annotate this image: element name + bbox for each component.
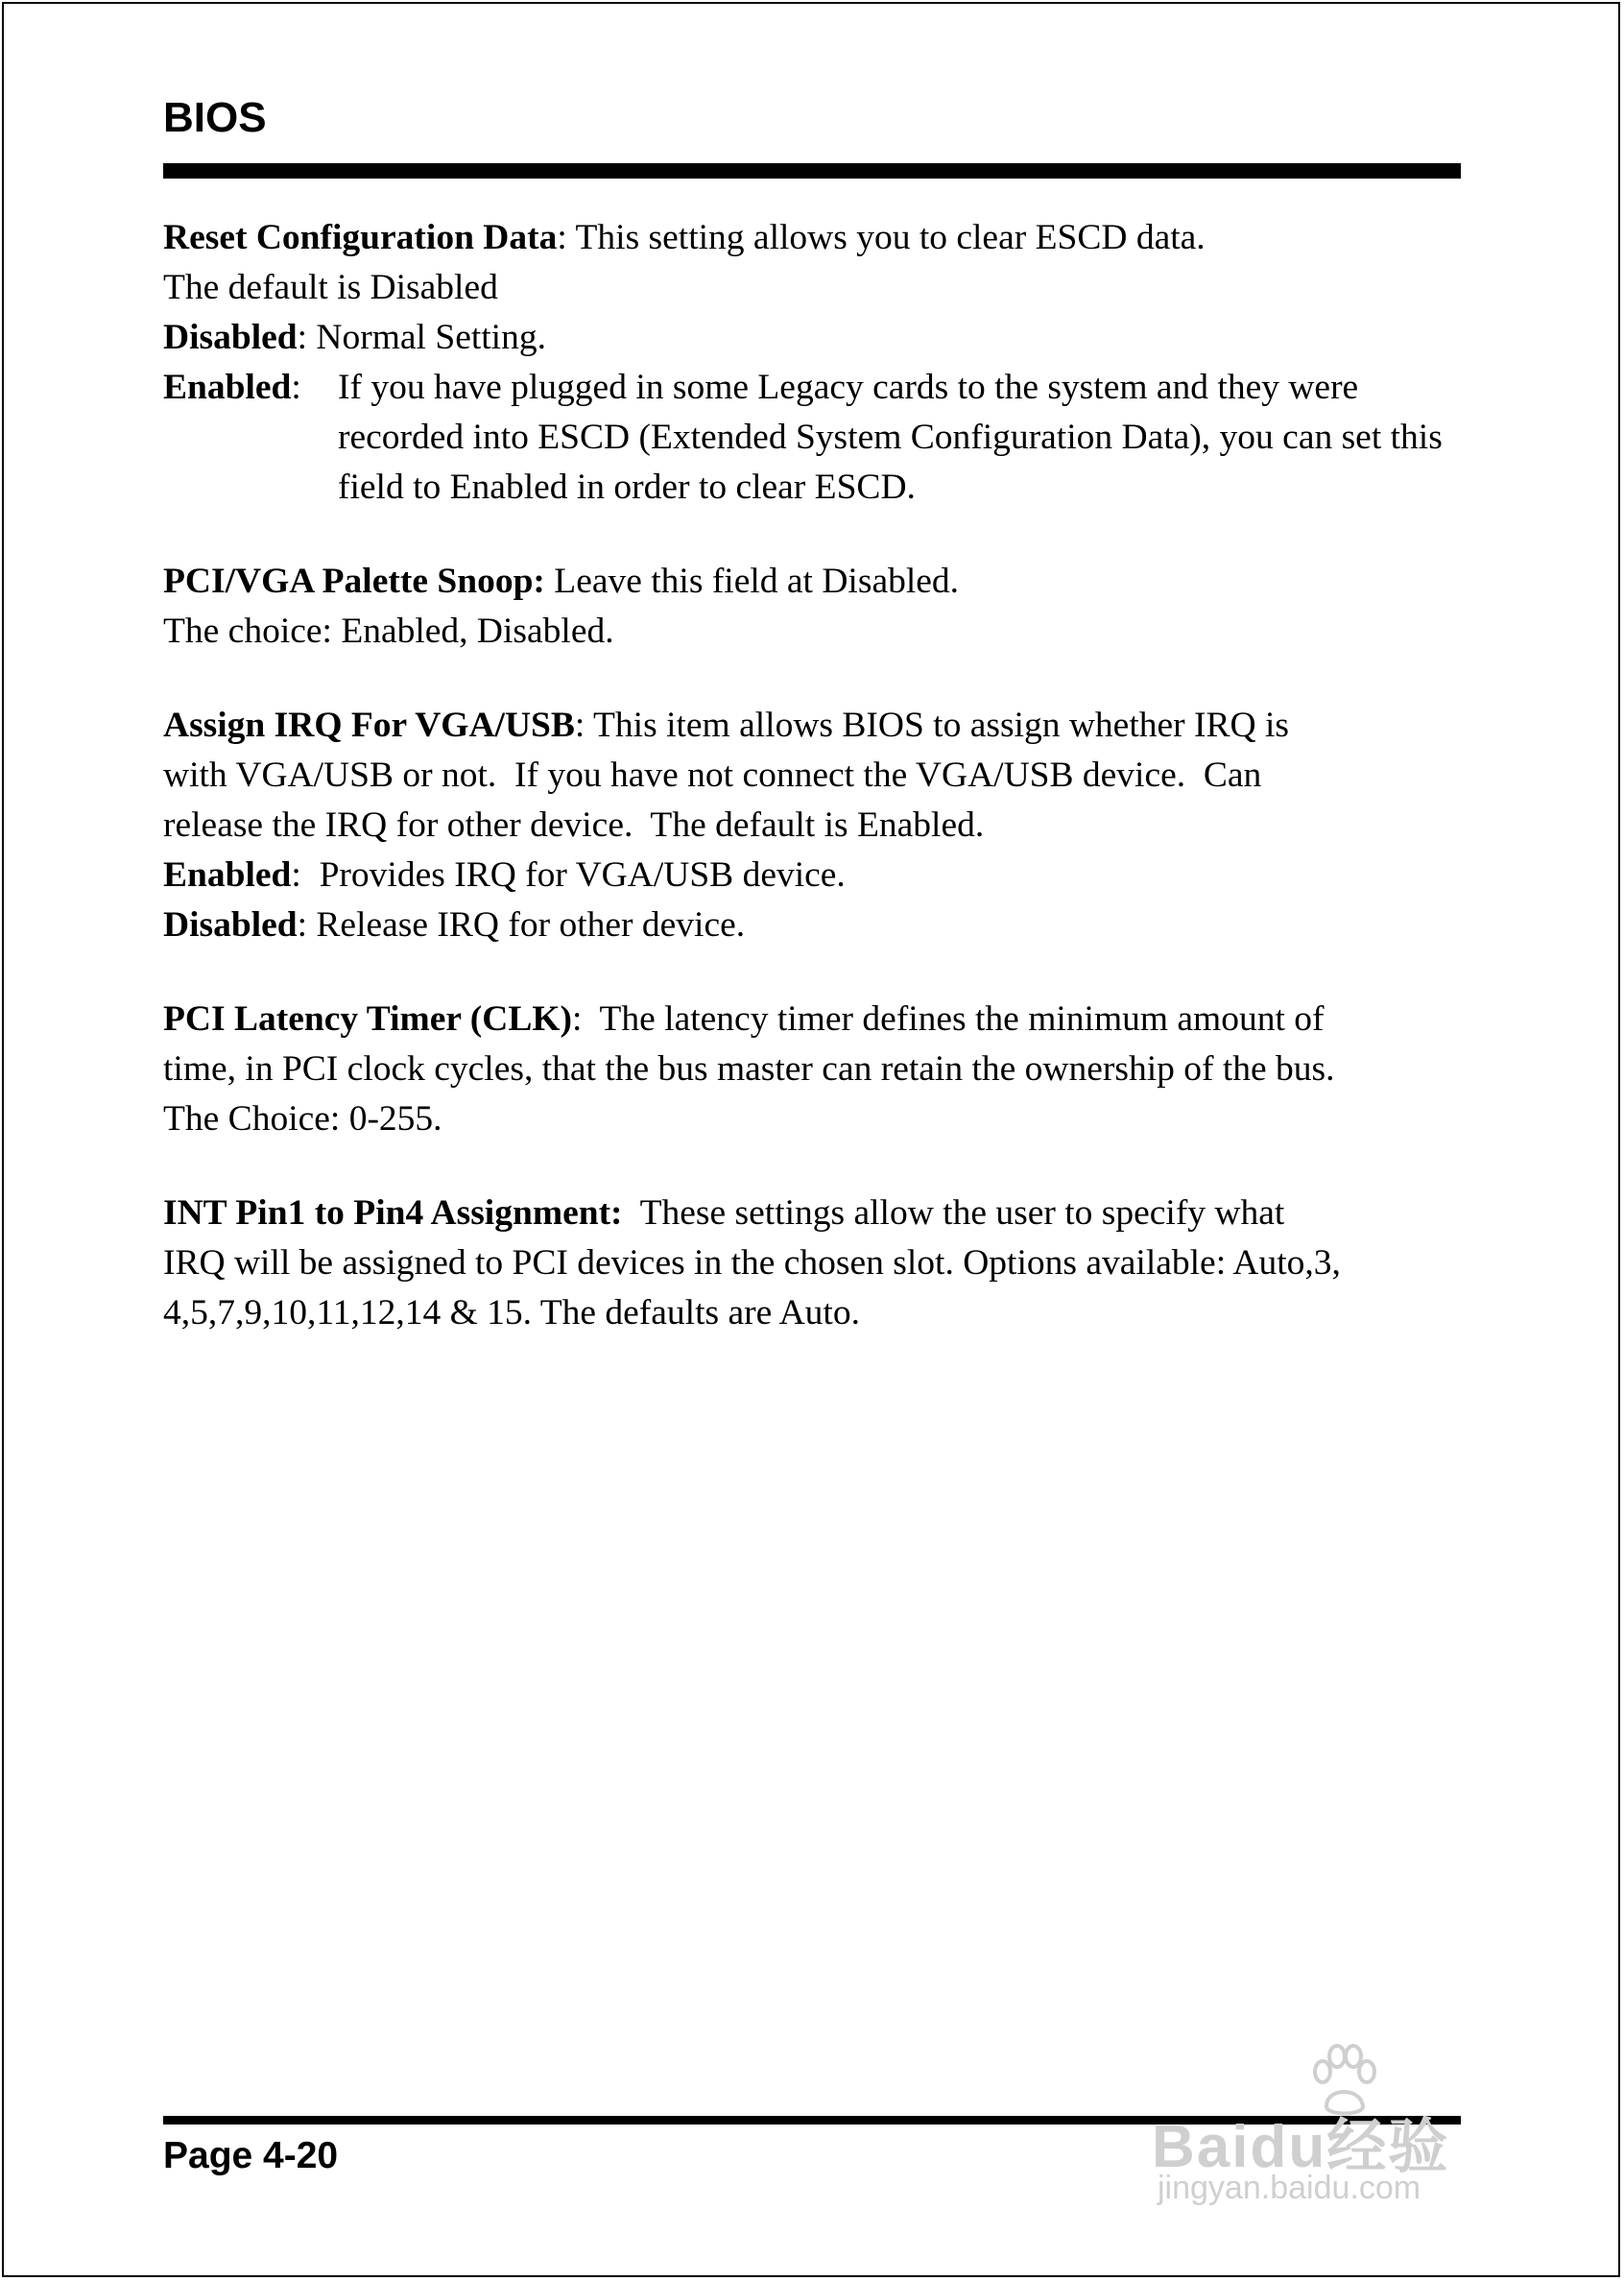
section-int-pin-assignment bbox=[163, 1189, 1461, 1338]
reset-term: Reset Configuration Data bbox=[163, 218, 558, 257]
reset-default-line: The default is Disabled bbox=[163, 268, 498, 307]
section-pci-latency-timer bbox=[163, 995, 1461, 1144]
assign-irq-option-disabled-term: Disabled bbox=[163, 905, 298, 945]
palette-desc: Leave this field at Disabled. bbox=[544, 562, 960, 601]
int-pin-line-3: 4,5,7,9,10,11,12,14 & 15. The defaults are Auto. bbox=[163, 1293, 860, 1333]
assign-irq-line-3: release the IRQ for other device. The default is Enabled. bbox=[163, 805, 985, 845]
assign-irq-option-disabled bbox=[163, 900, 1461, 950]
reset-desc: : This setting allows you to clear ESCD data. bbox=[557, 218, 1206, 257]
document-body bbox=[163, 213, 1461, 1382]
assign-irq-heading-line bbox=[163, 701, 1461, 751]
assign-irq-option-disabled-desc: : Release IRQ for other device. bbox=[297, 905, 746, 945]
reset-option-enabled-desc: If you have plugged in some Legacy cards to the system and they were recorded into ESCD (Extended System Configuration Data), you can set this field to Enabled in order to clear ESCD. bbox=[338, 368, 1443, 507]
reset-option-enabled-term: Enabled bbox=[163, 368, 292, 407]
reset-heading-line bbox=[163, 213, 1461, 263]
baidu-watermark bbox=[1152, 2035, 1536, 2227]
assign-irq-option-enabled-term: Enabled bbox=[163, 855, 292, 895]
int-pin-line-2: IRQ will be assigned to PCI devices in the chosen slot. Options available: Auto,3, bbox=[163, 1243, 1341, 1283]
latency-heading-line bbox=[163, 995, 1461, 1044]
palette-term: PCI/VGA Palette Snoop: bbox=[163, 562, 545, 601]
palette-heading-line bbox=[163, 557, 1461, 607]
assign-irq-option-enabled bbox=[163, 851, 1461, 900]
assign-irq-term: Assign IRQ For VGA/USB bbox=[163, 706, 575, 745]
section-assign-irq-vga-usb bbox=[163, 701, 1461, 950]
page-header-title: BIOS bbox=[163, 94, 267, 141]
int-pin-term: INT Pin1 to Pin4 Assignment: bbox=[163, 1193, 623, 1233]
reset-option-enabled-label: Enabled: bbox=[163, 368, 301, 407]
reset-option-disabled-desc: : Normal Setting. bbox=[297, 318, 546, 357]
int-pin-desc: These settings allow the user to specify what bbox=[622, 1193, 1285, 1233]
watermark-url: jingyan.baidu.com bbox=[1158, 2170, 1421, 2206]
header-rule bbox=[163, 163, 1461, 179]
latency-line-3: The Choice: 0-255. bbox=[163, 1099, 442, 1139]
reset-option-disabled bbox=[163, 313, 1461, 363]
latency-term: PCI Latency Timer (CLK) bbox=[163, 999, 573, 1039]
latency-desc: : The latency timer defines the minimum amount of bbox=[572, 999, 1325, 1039]
palette-choice-line: The choice: Enabled, Disabled. bbox=[163, 612, 614, 651]
section-reset-configuration-data bbox=[163, 213, 1461, 513]
assign-irq-option-enabled-desc: : Provides IRQ for VGA/USB device. bbox=[291, 855, 846, 895]
section-pci-vga-palette-snoop bbox=[163, 557, 1461, 657]
assign-irq-line-2: with VGA/USB or not. If you have not connect the VGA/USB device. Can bbox=[163, 756, 1262, 795]
page-number: Page 4-20 bbox=[163, 2135, 339, 2176]
reset-option-disabled-term: Disabled bbox=[163, 318, 298, 357]
assign-irq-desc: : This item allows BIOS to assign whether IRQ is bbox=[574, 706, 1289, 745]
int-pin-heading-line bbox=[163, 1189, 1461, 1238]
watermark-brand: Baidu经验 bbox=[1152, 2114, 1450, 2180]
reset-option-enabled bbox=[163, 363, 1461, 513]
latency-line-2: time, in PCI clock cycles, that the bus master can retain the ownership of the bus. bbox=[163, 1049, 1335, 1089]
